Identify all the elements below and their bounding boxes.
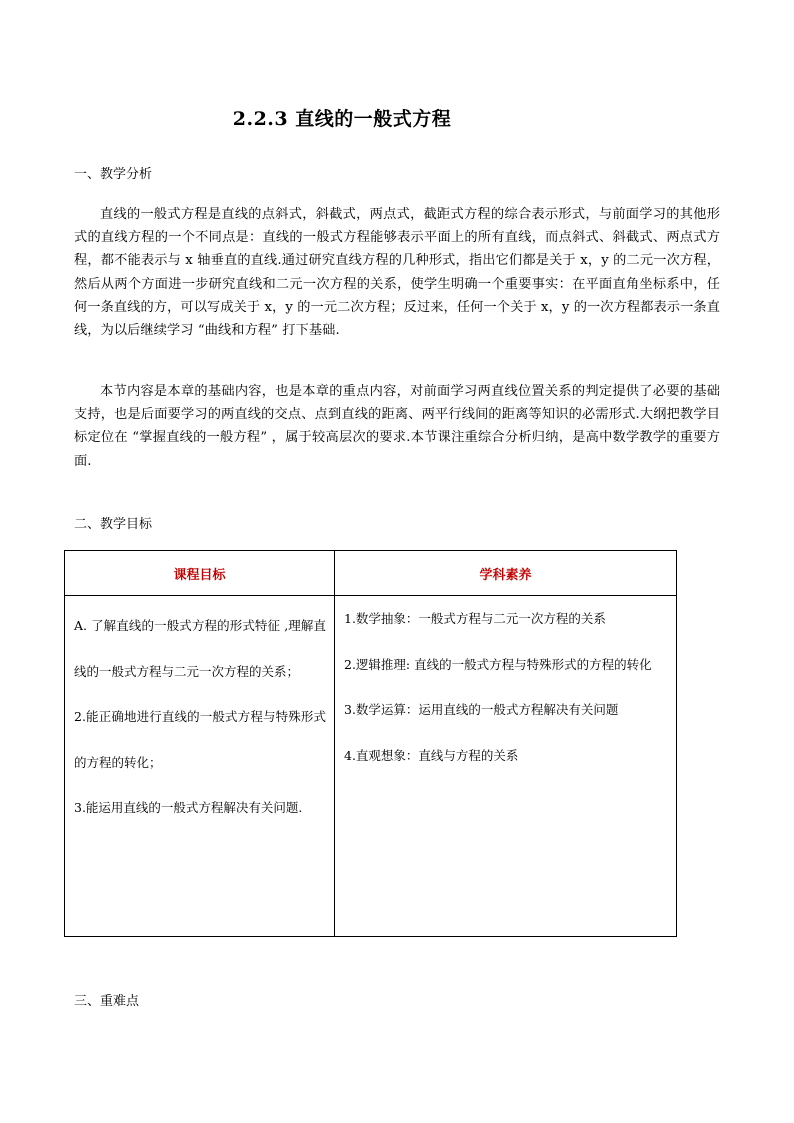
literacy-3: 3.数学运算：运用直线的一般式方程解决有关问题 <box>344 702 619 717</box>
course-goals-cell <box>65 596 335 937</box>
analysis-paragraph-1: 直线的一般式方程是直线的点斜式，斜截式，两点式，截距式方程的综合表示形式，与前面学习的其他形式的直线方程的一个不同点是：直线的一般式方程能够表示平面上的所有直线，而点斜式、斜截式、两点式方程，都不能表示与 x 轴垂直的直线.通过研究直线方程的几种形式，指出它们都是关于 x，y 的二元一次方程，然后从两个方面进一步研究直线和二元一次方程的关系，使学生明确一个重要事实：在平面直角坐标系中，任何一条直线的方，可以写成关于 x，y 的一元二次方程；反过来，任何一个关于 x，y 的一次方程都表示一条直线，为以后继续学习 “曲线和方程” 打下基础. <box>74 207 720 339</box>
analysis-paragraph-2: 本节内容是本章的基础内容，也是本章的重点内容，对前面学习两直线位置关系的判定提供了必要的基础支持，也是后面要学习的两直线的交点、点到直线的距离、两平行线间的距离等知识的必需形式.大纲把教学目标定位在 “掌握直线的一般方程” ，属于较高层次的要求.本节课注重综合分析归纳，是高中数学教学的重要方面. <box>74 384 720 469</box>
section-heading-key-points: 三、重难点 <box>74 994 140 1009</box>
goals-table <box>64 550 677 937</box>
literacy-1: 1.数学抽象：一般式方程与二元一次方程的关系 <box>344 611 606 626</box>
table-header-row <box>65 551 677 596</box>
page-title: 2.2.3 直线的一般式方程 <box>232 108 452 130</box>
literacy-cell <box>335 596 677 937</box>
literacy-4: 4.直观想象：直线与方程的关系 <box>344 747 519 763</box>
section-heading-analysis: 一、教学分析 <box>74 167 153 182</box>
section-heading-goals: 二、教学目标 <box>74 517 153 532</box>
course-goal-3: 3.能运用直线的一般式方程解决有关问题. <box>74 800 303 815</box>
course-goal-2: 2.能正确地进行直线的一般式方程与特殊形式的方程的转化； <box>74 709 326 770</box>
header-literacy: 学科素养 <box>335 551 677 596</box>
header-course-goals: 课程目标 <box>65 551 335 596</box>
course-goal-1: A. 了解直线的一般式方程的形式特征 ,理解直线的一般式方程与二元一次方程的关系； <box>74 618 326 679</box>
literacy-2: 2.逻辑推理: 直线的一般式方程与特殊形式的方程的转化 <box>344 656 652 672</box>
table-row <box>65 596 677 937</box>
